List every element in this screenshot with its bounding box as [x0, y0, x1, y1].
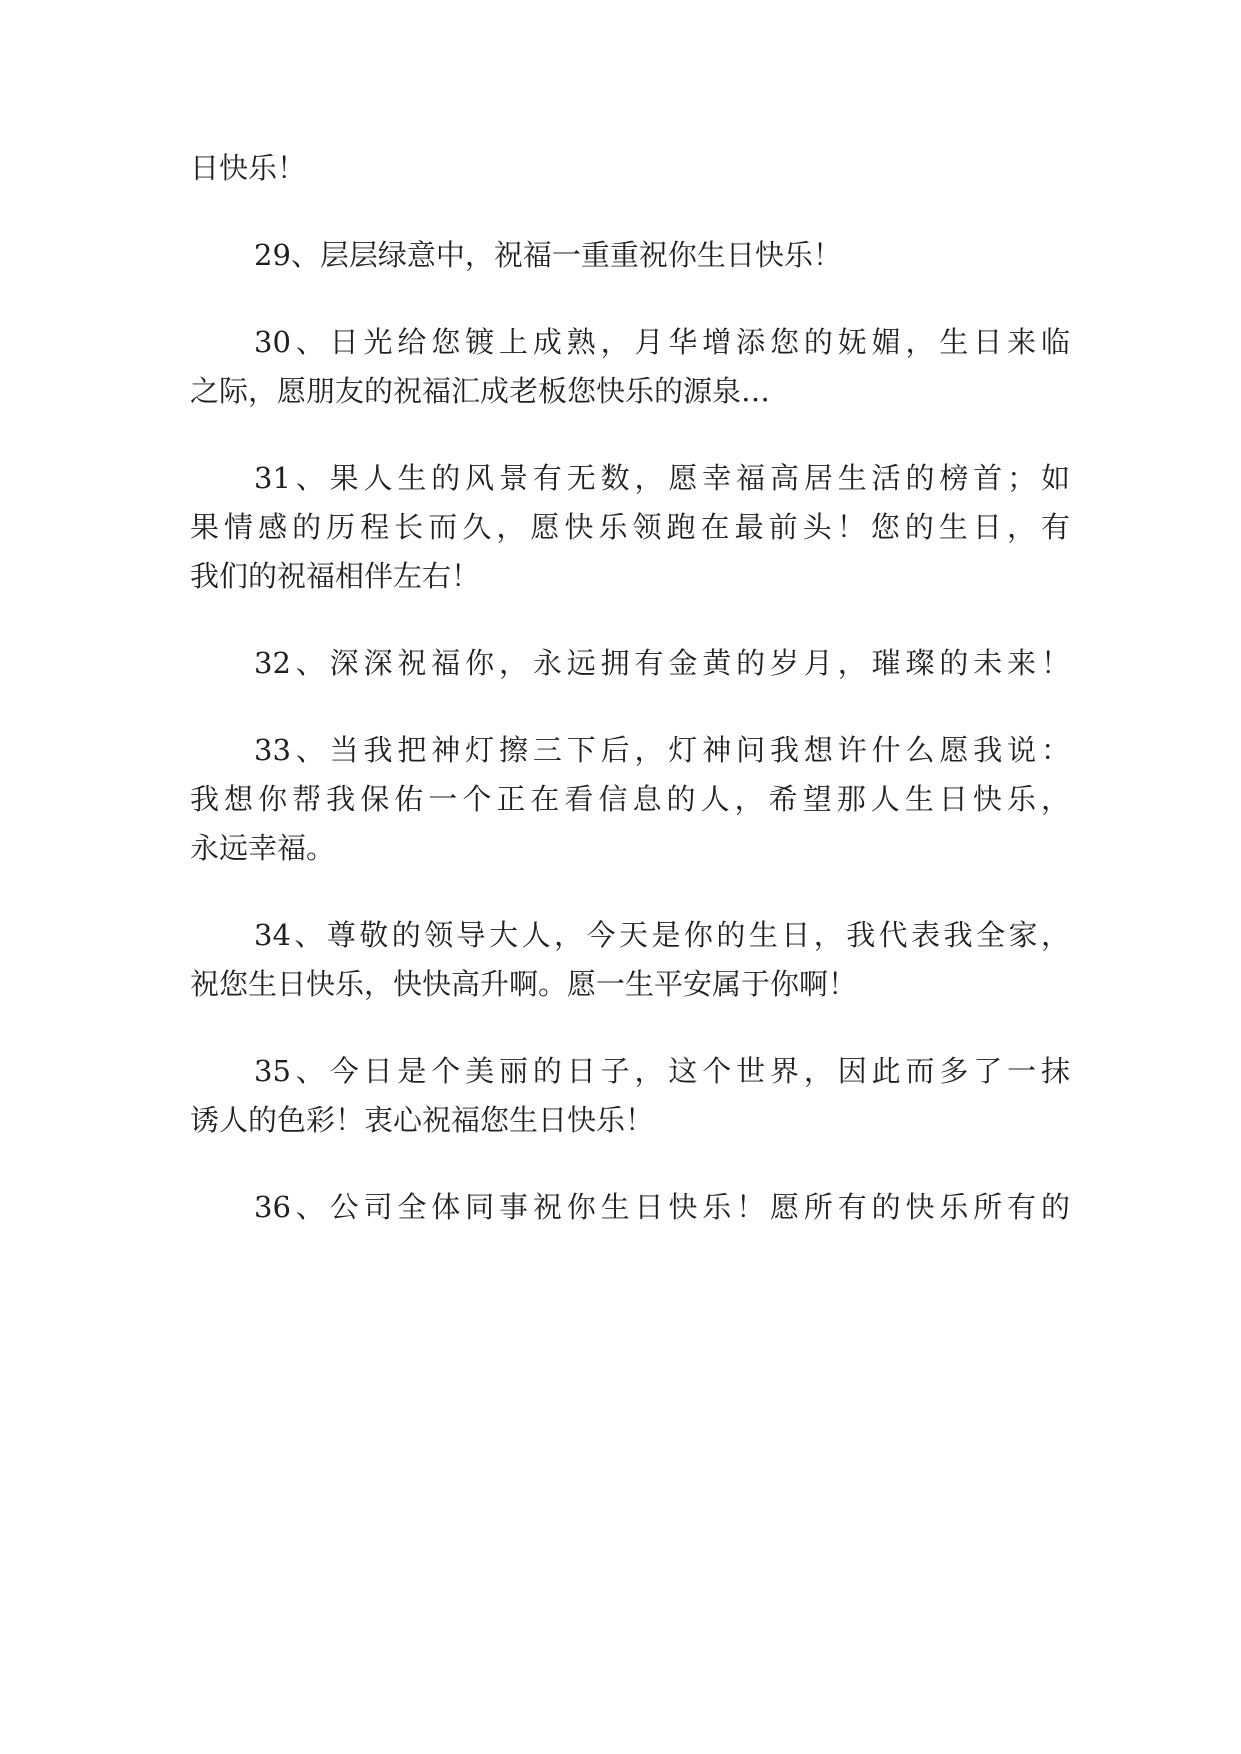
paragraph-line: 果情感的历程长而久，愿快乐领跑在最前头！您的生日，有	[190, 510, 1070, 544]
paragraph-line: 29、层层绿意中，祝福一重重祝你生日快乐！	[254, 238, 842, 272]
list-item-34	[190, 918, 1070, 1001]
paragraph-line: 32、深深祝福你，永远拥有金黄的岁月，璀璨的未来！	[254, 646, 1070, 680]
list-item-29	[190, 238, 1070, 272]
list-item-32	[190, 646, 1070, 680]
paragraph-line: 33、当我把神灯擦三下后，灯神问我想许什么愿我说：	[254, 733, 1070, 767]
list-item-33	[190, 733, 1070, 865]
paragraph-line: 诱人的色彩！衷心祝福您生日快乐！	[190, 1103, 655, 1137]
paragraph-line: 34、尊敬的领导大人，今天是你的生日，我代表我全家，	[254, 918, 1070, 952]
paragraph-line: 31、果人生的风景有无数，愿幸福高居生活的榜首；如	[254, 461, 1070, 495]
document-body	[190, 151, 1070, 1224]
list-item-36	[190, 1190, 1070, 1224]
paragraph-line: 永远幸福。	[190, 831, 336, 865]
continuation-line: 日快乐！	[190, 151, 307, 185]
paragraph-line: 35、今日是个美丽的日子，这个世界，因此而多了一抹	[254, 1054, 1070, 1088]
paragraph-line: 我想你帮我保佑一个正在看信息的人，希望那人生日快乐，	[190, 782, 1070, 816]
paragraph-line: 30、日光给您镀上成熟，月华增添您的妩媚，生日来临	[254, 325, 1070, 359]
list-item-31	[190, 461, 1070, 593]
paragraph-line: 祝您生日快乐，快快高升啊。愿一生平安属于你啊！	[190, 967, 858, 1001]
list-item-35	[190, 1054, 1070, 1137]
list-item-30	[190, 325, 1070, 408]
paragraph-line: 我们的祝福相伴左右！	[190, 559, 481, 593]
paragraph-line: 36、公司全体同事祝你生日快乐！愿所有的快乐所有的	[254, 1190, 1070, 1224]
paragraph-line: 之际，愿朋友的祝福汇成老板您快乐的源泉…	[190, 374, 771, 408]
